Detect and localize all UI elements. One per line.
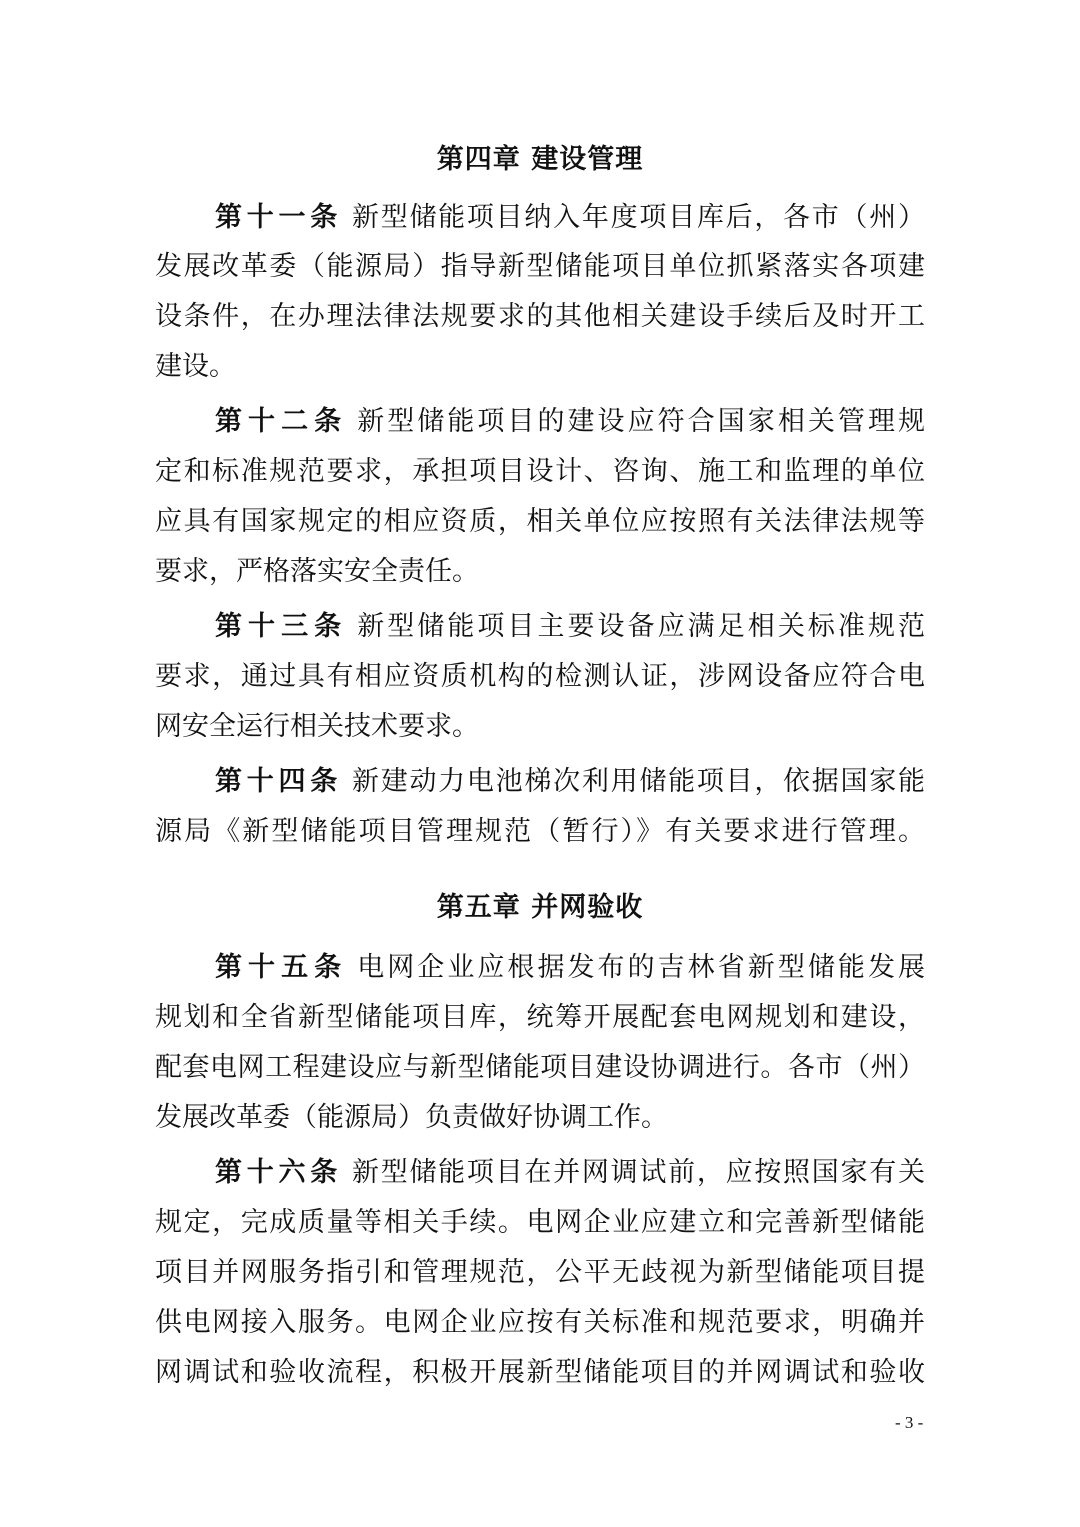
article-first-line <box>215 198 925 238</box>
article-line: 定和标准规范要求，承担项目设计、咨询、施工和监理的单位 <box>155 456 925 487</box>
article-text: 新型储能项目纳入年度项目库后，各市（州） <box>351 202 926 233</box>
article-label: 第十二条 <box>215 406 348 437</box>
article-first-line <box>215 402 925 442</box>
article-text: 电网企业应根据发布的吉林省新型储能发展 <box>357 952 926 983</box>
article-text: 新型储能项目在并网调试前，应按照国家有关 <box>351 1157 926 1188</box>
article-line: 应具有国家规定的相应资质，相关单位应按照有关法律法规等 <box>155 506 925 537</box>
article-first-line <box>215 607 925 647</box>
article-label: 第十六条 <box>215 1157 342 1188</box>
article-line: 发展改革委（能源局）负责做好协调工作。 <box>155 1102 668 1133</box>
article-label: 第十四条 <box>215 766 342 797</box>
article-label: 第十一条 <box>215 202 342 233</box>
article-line: 网安全运行相关技术要求。 <box>155 711 479 742</box>
article-label: 第十三条 <box>215 611 348 642</box>
article-line: 建设。 <box>155 351 236 382</box>
article-text: 新型储能项目主要设备应满足相关标准规范 <box>357 611 926 642</box>
article-line: 发展改革委（能源局）指导新型储能项目单位抓紧落实各项建 <box>155 251 925 282</box>
article-line: 供电网接入服务。电网企业应按有关标准和规范要求，明确并 <box>155 1307 925 1338</box>
article-line: 设条件，在办理法律法规要求的其他相关建设手续后及时开工 <box>155 301 925 332</box>
article-line: 项目并网服务指引和管理规范，公平无歧视为新型储能项目提 <box>155 1257 925 1288</box>
article-line: 规划和全省新型储能项目库，统筹开展配套电网规划和建设， <box>155 1002 925 1033</box>
article-first-line <box>215 1153 925 1193</box>
chapter-heading: 第四章 建设管理 <box>436 144 644 175</box>
article-first-line <box>215 948 925 988</box>
article-line: 要求，严格落实安全责任。 <box>155 556 479 587</box>
chapter-heading: 第五章 并网验收 <box>436 892 644 923</box>
article-text: 新型储能项目的建设应符合国家相关管理规 <box>357 406 926 437</box>
article-line: 配套电网工程建设应与新型储能项目建设协调进行。各市（州） <box>155 1052 925 1083</box>
article-first-line <box>215 762 925 802</box>
article-line: 要求，通过具有相应资质机构的检测认证，涉网设备应符合电 <box>155 661 925 692</box>
article-label: 第十五条 <box>215 952 348 983</box>
article-line: 网调试和验收流程，积极开展新型储能项目的并网调试和验收 <box>155 1357 925 1388</box>
article-line: 规定，完成质量等相关手续。电网企业应建立和完善新型储能 <box>155 1207 925 1238</box>
article-text: 新建动力电池梯次利用储能项目，依据国家能 <box>351 766 926 797</box>
page-number: - 3 - <box>895 1413 924 1432</box>
article-line: 源局《新型储能项目管理规范（暂行）》有关要求进行管理。 <box>155 816 925 847</box>
